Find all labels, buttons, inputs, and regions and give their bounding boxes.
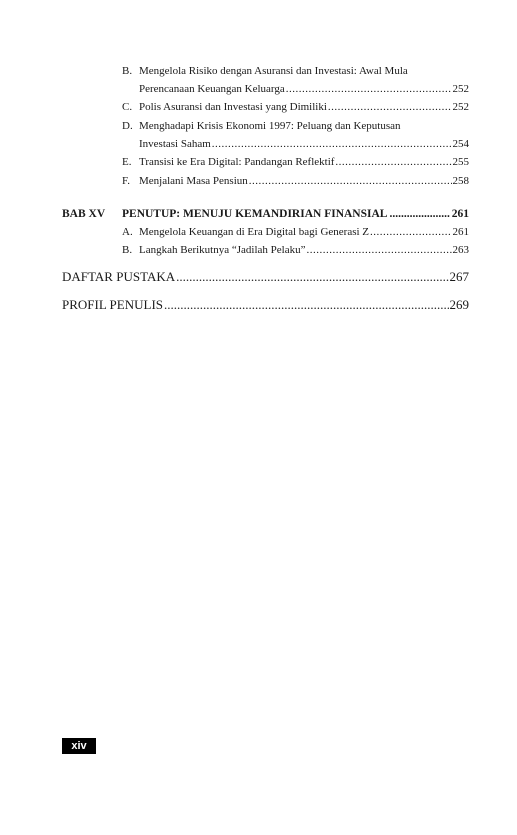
entry-text: Menghadapi Krisis Ekonomi 1997: Peluang dan Keputusan: [139, 120, 401, 132]
toc-entry-c: [122, 100, 469, 114]
leader-dots: [328, 100, 452, 114]
toc-entry-d-line2: [139, 137, 469, 151]
toc-chapter-bab-xv: [62, 207, 469, 221]
toc-entry-b-line1: [122, 64, 408, 78]
toc-profil-penulis: [62, 297, 469, 313]
entry-letter: E.: [122, 156, 132, 168]
entry-page: 263: [452, 244, 469, 256]
entry-page: 255: [452, 156, 469, 168]
section-page: 267: [449, 269, 469, 284]
chapter-title: PENUTUP: MENUJU KEMANDIRIAN FINANSIAL: [122, 208, 388, 220]
entry-text: Polis Asuransi dan Investasi yang Dimiliki: [139, 101, 327, 113]
leader-dots: [212, 137, 452, 151]
toc-entry-b-line2: [139, 82, 469, 96]
toc-entry-xv-b: [122, 243, 469, 257]
chapter-page: 261: [451, 208, 469, 220]
entry-page: 261: [452, 226, 469, 238]
entry-text: Transisi ke Era Digital: Pandangan Reflektif: [139, 156, 335, 168]
entry-text: Perencanaan Keuangan Keluarga: [139, 83, 285, 95]
section-title: DAFTAR PUSTAKA: [62, 269, 176, 284]
section-title: PROFIL PENULIS: [62, 297, 164, 312]
entry-page: 254: [452, 138, 469, 150]
toc-entry-d-line1: [122, 119, 401, 133]
leader-dots: [249, 174, 452, 188]
entry-page: 252: [452, 83, 469, 95]
entry-text: Menjalani Masa Pensiun: [139, 175, 248, 187]
leader-dots: [370, 225, 451, 239]
entry-letter: B.: [122, 65, 133, 77]
entry-text: Mengelola Risiko dengan Asuransi dan Investasi: Awal Mula: [139, 65, 408, 77]
leader-dots: [389, 207, 449, 221]
leader-dots: [176, 269, 448, 285]
toc-entry-e: [122, 155, 469, 169]
section-page: 269: [449, 297, 469, 312]
entry-letter: A.: [122, 226, 133, 238]
leader-dots: [164, 297, 448, 313]
entry-letter: C.: [122, 101, 133, 113]
entry-page: 252: [452, 101, 469, 113]
entry-text: Langkah Berikutnya “Jadilah Pelaku”: [139, 244, 306, 256]
leader-dots: [306, 243, 451, 257]
entry-page: 258: [452, 175, 469, 187]
toc-entry-f: [122, 174, 469, 188]
leader-dots: [335, 155, 451, 169]
entry-letter: B.: [122, 244, 133, 256]
entry-text: Mengelola Keuangan di Era Digital bagi Generasi Z: [139, 226, 370, 238]
entry-text: Investasi Saham: [139, 138, 211, 150]
page-number: xiv: [62, 738, 96, 754]
entry-letter: D.: [122, 120, 133, 132]
leader-dots: [286, 82, 452, 96]
toc-daftar-pustaka: [62, 269, 469, 285]
entry-letter: F.: [122, 175, 130, 187]
chapter-label: BAB XV: [62, 208, 106, 220]
toc-entry-xv-a: [122, 225, 469, 239]
